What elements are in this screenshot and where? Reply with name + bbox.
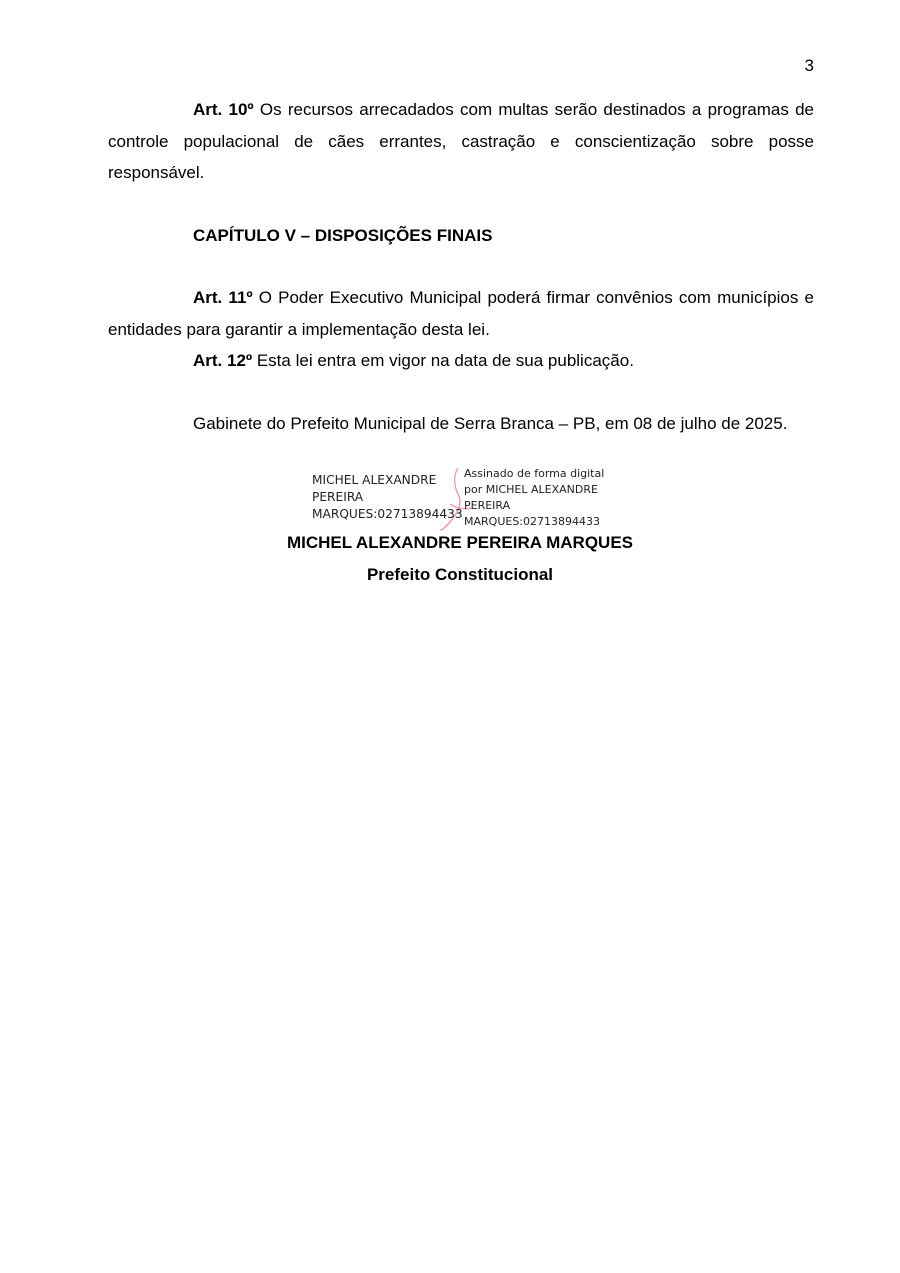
signer-title: Prefeito Constitucional [366, 565, 554, 584]
signature-left-line: MICHEL ALEXANDRE [312, 473, 437, 487]
signature-right-line: MARQUES:02713894433 [464, 515, 600, 528]
article-10-text: Os recursos arrecadados com multas serão destinados a programas de controle populacional de cães errantes, castração e conscientização sobre posse responsável. [108, 100, 814, 182]
article-10 [108, 94, 814, 189]
article-11-text: O Poder Executivo Municipal poderá firmar convênios com municípios e entidades para garantir a implementação desta lei. [108, 288, 814, 339]
article-12-label: Art. 12º [193, 351, 253, 370]
signature-left-line: PEREIRA [312, 490, 364, 504]
article-12-text: Esta lei entra em vigor na data de sua publicação. [252, 351, 634, 370]
page-number: 3 [804, 56, 814, 75]
signature-stamp-text [464, 466, 604, 530]
spacer [108, 251, 814, 282]
signature-left-line: MARQUES:02713894433 [312, 507, 463, 521]
document-body [108, 94, 814, 439]
spacer [108, 377, 814, 408]
article-11 [108, 282, 814, 345]
closing-statement: Gabinete do Prefeito Municipal de Serra Branca – PB, em 08 de julho de 2025. [193, 413, 788, 433]
signature-signer-text [312, 472, 463, 523]
chapter-heading: CAPÍTULO V – DISPOSIÇÕES FINAIS [193, 225, 493, 245]
signature-right-line: PEREIRA [464, 499, 511, 512]
article-10-label: Art. 10º [193, 100, 254, 119]
signer-name: MICHEL ALEXANDRE PEREIRA MARQUES [286, 533, 633, 552]
signature-right-line: Assinado de forma digital [464, 467, 605, 480]
article-11-label: Art. 11º [193, 288, 253, 307]
spacer [108, 189, 814, 220]
signature-right-line: por MICHEL ALEXANDRE [464, 483, 598, 496]
article-12 [108, 345, 814, 377]
digital-signature [0, 464, 900, 534]
